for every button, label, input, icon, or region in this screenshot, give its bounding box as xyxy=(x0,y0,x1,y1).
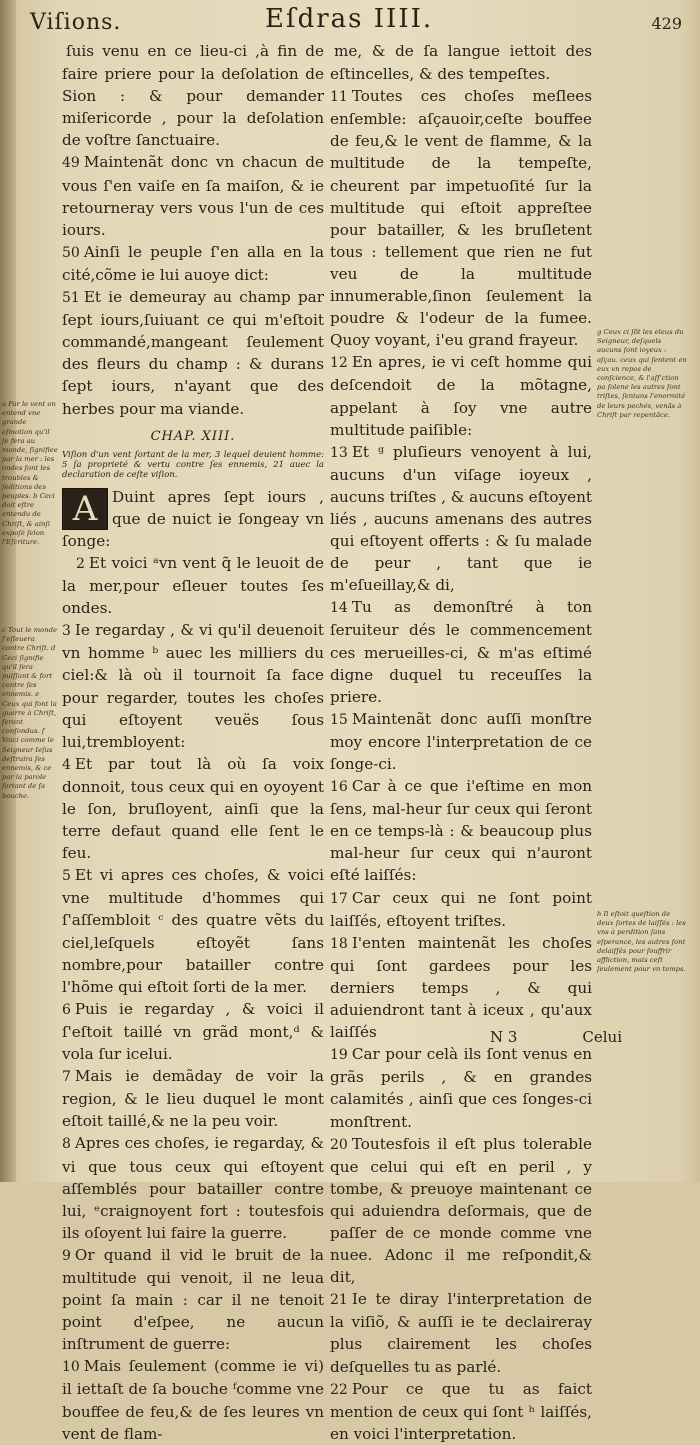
catchword: Celui xyxy=(582,1028,622,1046)
margin-note-right-2: h Il eſtoit queſtion de deux ſortes de laiſſés : les vns à perdition ſans eſperance, les autres ſont delaiſſés pour ſouffrir affliction, mais ceſt ſeulement pour vn temps. xyxy=(597,910,686,974)
book-title: Eſdras IIII. xyxy=(265,4,434,34)
verse: 6 Puis ie regarday , & voici il ſ'eſtoit taillé vn grãd mont,ᵈ & vola ſur icelui. xyxy=(62,999,324,1064)
verse: 7 Mais ie demãday de voir la region, & le lieu duquel le mont eſtoit taillé,& ne la peu voir. xyxy=(62,1067,324,1131)
verse: 51 Et ie demeuray au champ par ſept iours,ſuiuant ce qui m'eſtoit commandé,mangeant ſeulement des fleurs du champ : & durans ſept iours, n'ayant que des herbes pour ma viande. xyxy=(62,288,324,418)
verse: 11 Toutes ces choſes meſlees enſemble: aſçauoir,ceſte bouffee de feu,& le vent de flamme, & la multitude de la tempeſte, cheurent par impetuoſité ſur la multitude qui eſtoit appreſtee pour batailler, & les bruſletent tous : tellement que rien ne fut veu de la multitude innumerable,ſinon ſeulement la poudre & l'odeur de la fumee. Quoy voyant, i'eu grand frayeur. xyxy=(330,87,592,350)
margin-note-right-1: g Ceux ci ſõt les eleus du Seigneur, deſquels aucuns ſont ioyeux : aſçau. ceux qui ſentent en eux vn repos de conſcience, & l'aſſ'ction pa ſolene les autres ſont triſtes, ſentans l'enormité de leurs pechés, venãs à Chriſt par repentãce. xyxy=(597,328,687,419)
left-column xyxy=(62,40,324,1445)
verse: 10 Mais ſeulement (comme ie vi) il iettaſt de ſa bouche ᶠcomme vne bouffee de feu,& de ſes leures vn vent de flam- xyxy=(62,1357,324,1443)
right-column xyxy=(330,40,592,1445)
verse: 9 Or quand il vid le bruit de la multitude qui venoit, il ne leua point ſa main : car il ne tenoit point d'eſpee, ne aucun inſtrument de guerre: xyxy=(62,1245,324,1354)
verse: me, & de ſa langue iettoit des eſtincelles, & des tempeſtes. xyxy=(330,42,592,84)
page-number: 429 xyxy=(651,14,682,33)
margin-note-left-2: c Tout le monde ſ'eſleuera contre Chriſt. d Ceci ſignifie qu'il ſera puiſſant & fort contre ſes ennemis. e Ceux qui font la guerre à Chriſt, ſeront confondus. f Voici comme le Seigneur Ieſus deſtruira ſes ennemis, & ce par la parole ſortant de ſa bouche. xyxy=(2,626,57,800)
verse: 2 Et voici ᵃvn vent q̃ le leuoit de la mer,pour eſleuer toutes ſes ondes. xyxy=(62,553,324,618)
verse: ſuis venu en ce lieu-ci ,à fin de faire priere pour la deſolation de Sion : & pour demander miſericorde , pour la deſolation de voſtre ſanctuaire. xyxy=(62,42,324,150)
verse: 13 Et ᵍ pluſieurs venoyent à lui, aucuns d'un viſage ioyeux , aucuns triſtes , & aucuns eſtoyent liés , aucuns amenans des autres qui eſtoyent offerts : & ſu malade de peur , tant que ie m'eſueillay,& di, xyxy=(330,442,592,595)
verse: 14 Tu as demonſtré à ton ſeruiteur dés le commencement ces merueilles-ci, & m'as eſtimé digne duquel tu receuſſes la priere. xyxy=(330,598,592,706)
verse: 20 Toutesfois il eſt plus tolerable que celui qui eſt en peril , y tombe, & preuoye maintenant ce qui aduiendra deſormais, que de paſſer de ce monde comme vne nuee. Adonc il me reſpondit,& dit, xyxy=(330,1134,592,1287)
verse: 5 Et vi apres ces choſes, & voici vne multitude d'hommes qui ſ'aſſembloit ᶜ des quatre vẽts du ciel,leſquels eſtoyẽt ſans nombre,pour batailler contre l'hõme qui eſtoit ſorti de la mer. xyxy=(62,866,324,996)
verse: 18 I'enten maintenãt les choſes qui ſont gardees pour les derniers temps , & qui aduiendront tant à iceux , qu'aux laiſſés xyxy=(330,933,592,1042)
running-title: Viſions. xyxy=(30,10,122,35)
signature-mark: N 3 xyxy=(490,1028,518,1046)
verse: 17 Car ceux qui ne ſont point laiſſés, eſtoyent triſtes. xyxy=(330,888,592,930)
verse: 49 Maintenãt donc vn chacun de vous ſ'en vaiſe en ſa maiſon, & ie retourneray vers vous l'un de ces iours. xyxy=(62,153,324,239)
verse: 3 Ie regarday , & vi qu'il deuenoit vn homme ᵇ auec les milliers du ciel:& là où il tournoit ſa face pour regarder, toutes les choſes qui eſtoyent veuës ſous lui,trembloyent: xyxy=(62,621,324,751)
verse: 19 Car pour celà ils ſont venus en grãs perils , & en grandes calamités , ainſi que ces ſonges-ci monſtrent. xyxy=(330,1045,592,1131)
verse: 8 Apres ces choſes, ie regarday, & vi que tous ceux qui eſtoyent aſſemblés pour batailler contre lui, ᵉcraignoyent fort : toutesfois ils oſoyent lui faire la guerre. xyxy=(62,1134,324,1242)
page-gutter xyxy=(0,0,16,1182)
page-footer xyxy=(330,1028,622,1050)
verse: 22 Pour ce que tu as faict mention de ceux qui ſont ʰ laiſſés, en voici l'interpretation. xyxy=(330,1379,592,1443)
verse: 50 Ainſi le peuple ſ'en alla en la cité,cõme ie lui auoye dict: xyxy=(62,242,324,284)
verse: 21 Ie te diray l'interpretation de la viſiõ, & auſſi ie te declaireray plus clairement les choſes deſquelles tu as parlé. xyxy=(330,1290,592,1376)
verse: 4 Et par tout là où ſa voix donnoit, tous ceux qui en oyoyent le ſon, bruſloyent, ainſi que la terre defaut quand elle ſent le feu. xyxy=(62,754,324,863)
verse: Duint apres ſept iours , que de nuict ie ſongeay vn ſonge: xyxy=(62,487,324,550)
verse: 15 Maintenãt donc auſſi monſtre moy encore l'interpretation de ce ſonge-ci. xyxy=(330,709,592,773)
drop-cap: A xyxy=(62,488,108,530)
running-header xyxy=(30,4,686,38)
verse: 12 En apres, ie vi ceſt homme qui deſcendoit de la mõtagne, appelant à ſoy vne autre multitude paiſible: xyxy=(330,353,592,439)
chapter-body xyxy=(62,486,324,1445)
chapter-summary: Viſion d'un vent ſortant de la mer, 3 lequel deuient homme: 5 ſa proprieté & vertu contre ſes ennemis, 21 auec la declaration de ceſte viſion. xyxy=(62,449,324,480)
chapter-heading: CHAP. XIII. xyxy=(150,428,236,444)
margin-note-left-1: a Par le vent on entend vne grande eſmotion qu'il ſe fera au monde, ſignifiee par la mer : les ondes ſont les troubles & ſeditions des peuples. b Ceci doit eſtre entendu de Chriſt, & ainſi expoſé ſelon l'Eſcriture. xyxy=(2,400,58,547)
verse: 16 Car à ce que i'eſtime en mon ſens, mal-heur ſur ceux qui ſeront en ce temps-là : & beaucoup plus mal-heur ſur ceux qui n'auront eſté laiſſés: xyxy=(330,777,592,885)
